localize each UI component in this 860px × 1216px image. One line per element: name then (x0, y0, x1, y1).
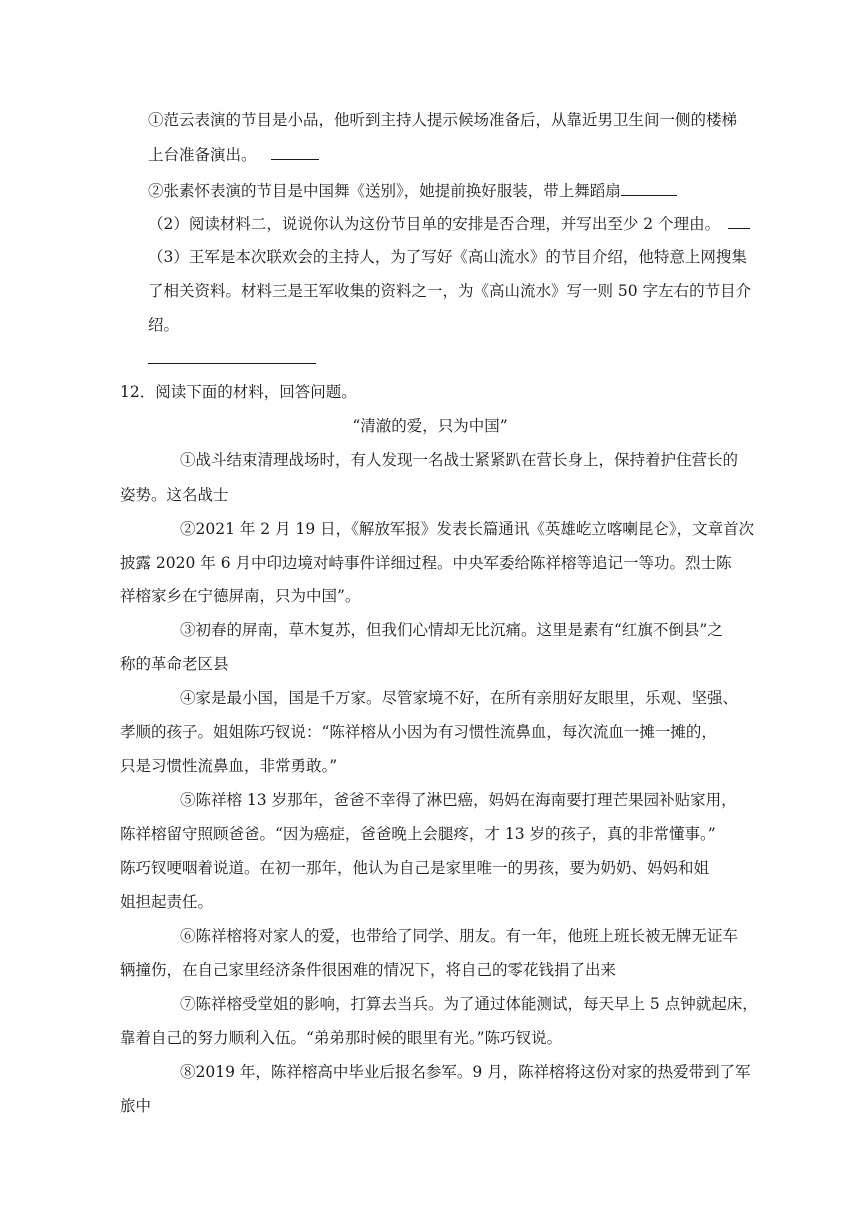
q11-sub2-text: （2）阅读材料二，说说你认为这份节目单的安排是否合理，并写出至少 2 个理由。 (148, 215, 721, 233)
q11-item1-line1: ①范云表演的节目是小品，他听到主持人提示候场准备后，从靠近男卫生间一侧的楼梯 (148, 111, 738, 129)
answer-line[interactable] (148, 363, 316, 364)
q12-article-title: “清澈的爱，只为中国” (352, 417, 508, 435)
q12-para3-line2: 称的革命老区县 (120, 655, 229, 673)
q12-para1-line2: 姿势。这名战士 (120, 486, 229, 504)
q12-para4-line1: ④家是最小国，国是千万家。尽管家境不好，在所有亲朋好友眼里，乐观、坚强、 (180, 689, 739, 707)
q11-sub2 (148, 214, 750, 234)
q12-para2-line2: 披露 2020 年 6 月中印边境对峙事件详细过程。中央军委给陈祥榕等追记一等功。烈士陈 (120, 554, 732, 572)
q12-para3-line1: ③初春的屏南，草木复苏，但我们心情却无比沉痛。这里是素有“红旗不倒县”之 (180, 621, 723, 639)
q12-heading: 12．阅读下面的材料，回答问题。 (120, 383, 357, 401)
q12-para5-line4: 姐担起责任。 (120, 893, 214, 911)
q12-para6-line1: ⑥陈祥榕将对家人的爱，也带给了同学、朋友。有一年，他班上班长被无牌无证车 (180, 927, 739, 945)
q12-para5-line1: ⑤陈祥榕 13 岁那年，爸爸不幸得了淋巴癌，妈妈在海南要打理芒果园补贴家用， (180, 791, 737, 809)
q12-para5-line2: 陈祥榕留守照顾爸爸。“因为癌症，爸爸晚上会腿疼，才 13 岁的孩子，真的非常懂事。” (120, 825, 716, 843)
q12-para1-line1: ①战斗结束清理战场时，有人发现一名战士紧紧趴在营长身上，保持着护住营长的 (180, 451, 739, 469)
answer-blank[interactable] (728, 214, 750, 229)
q11-sub3-line3: 绍。 (148, 316, 180, 334)
q12-para7-line2: 靠着自己的努力顺利入伍。“弟弟那时候的眼里有光。”陈巧钗说。 (120, 1029, 563, 1047)
q12-para8-line1: ⑧2019 年，陈祥榕高中毕业后报名参军。9 月，陈祥榕将这份对家的热爱带到了军 (180, 1063, 751, 1081)
q12-para5-line3: 陈巧钗哽咽着说道。在初一那年，他认为自己是家里唯一的男孩，要为奶奶、妈妈和姐 (120, 859, 710, 877)
q12-para2-line3: 祥榕家乡在宁德屏南，只为中国”。 (120, 587, 361, 605)
q12-para8-line2: 旅中 (120, 1097, 152, 1115)
q11-sub3-line2: 了相关资料。材料三是王军收集的资料之一，为《高山流水》写一则 50 字左右的节目介 (148, 282, 752, 300)
q12-para7-line1: ⑦陈祥榕受堂姐的影响，打算去当兵。为了通过体能测试，每天早上 5 点钟就起床， (180, 995, 758, 1013)
answer-blank[interactable] (271, 145, 319, 160)
q11-item2 (148, 181, 677, 201)
q11-sub3-line1: （3）王军是本次联欢会的主持人，为了写好《高山流水》的节目介绍，他特意上网搜集 (148, 248, 747, 266)
q11-item1-line2 (148, 145, 319, 165)
q12-para4-line3: 只是习惯性流鼻血，非常勇敢。” (120, 757, 338, 775)
q12-para6-line2: 辆撞伤，在自己家里经济条件很困难的情况下，将自己的零花钱捐了出来 (120, 961, 617, 979)
q11-item1-line2-text: 上台准备演出。 (148, 146, 257, 164)
answer-blank[interactable] (621, 181, 677, 196)
q12-para2-line1: ②2021 年 2 月 19 日，《解放军报》发表长篇通讯《英雄屹立喀喇昆仑》，文章首次 (180, 520, 755, 538)
q11-item2-text: ②张素怀表演的节目是中国舞《送别》，她提前换好服装，带上舞蹈扇 (148, 182, 621, 200)
q12-para4-line2: 孝顺的孩子。姐姐陈巧钗说：“陈祥榕从小因为有习惯性流鼻血，每次流血一摊一摊的， (120, 723, 717, 741)
